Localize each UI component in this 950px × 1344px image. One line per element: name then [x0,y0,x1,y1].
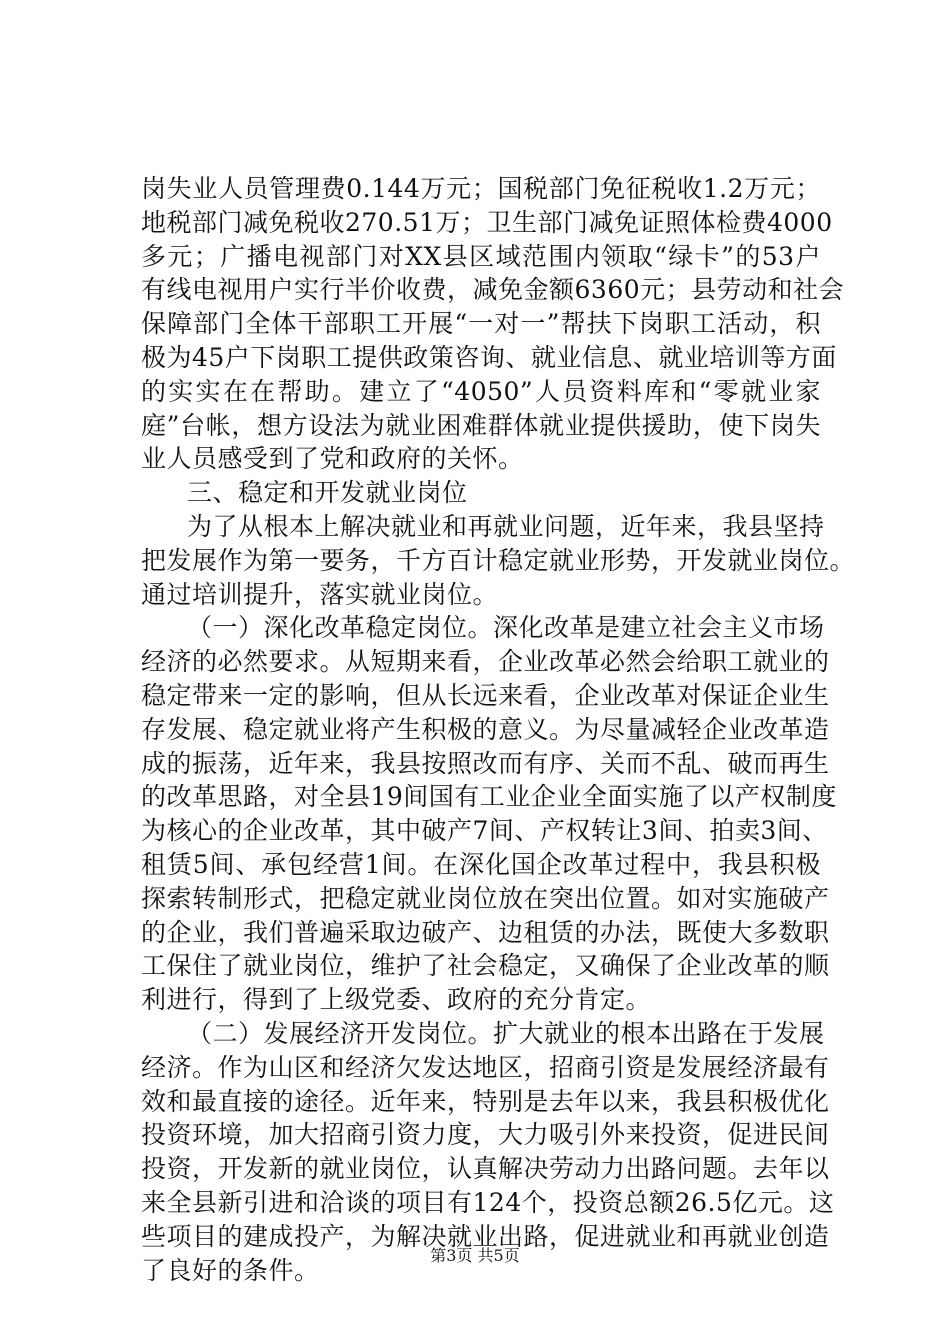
text-line: 效和最直接的途径。近年来，特别是去年以来，我县积极优化 [141,1086,830,1116]
text-line: 地税部门减免税收270.51万；卫生部门减免证照体检费4000 [141,207,833,237]
text-line: 极为45户下岗职工提供政策咨询、就业信息、就业培训等方面 [141,342,837,372]
text-line: 保障部门全体干部职工开展“一对一”帮扶下岗职工活动，积 [141,309,821,339]
text-line: 成的振荡，近年来，我县按照改而有序、关而不乱、破而再生 [141,748,830,778]
text-line: 庭”台帐，想方设法为就业困难群体就业提供援助，使下岗失 [141,410,821,440]
page-footer: 第3页 共5页 [430,1246,520,1265]
text-line: 了良好的条件。 [141,1255,320,1285]
text-line: 投资，开发新的就业岗位，认真解决劳动力出路问题。去年以 [141,1154,830,1184]
text-line: 把发展作为第一要务，千方百计稳定就业形势，开发就业岗位。 [141,545,856,575]
text-line: 探索转制形式，把稳定就业岗位放在突出位置。如对实施破产 [141,883,830,913]
text-line: 的实实在在帮助。建立了“4050”人员资料库和“零就业家 [141,376,821,406]
text-line: 存发展、稳定就业将产生积极的意义。为尽量减轻企业改革造 [141,714,830,744]
text-line: 工保住了就业岗位，维护了社会稳定，又确保了企业改革的顺 [141,951,830,981]
text-line: 的企业，我们普遍采取边破产、边租赁的办法，既使大多数职 [141,917,830,947]
text-line: 些项目的建成投产，为解决就业出路，促进就业和再就业创造 [141,1221,830,1251]
text-line: 稳定带来一定的影响，但从长远来看，企业改革对保证企业生 [141,680,830,710]
text-line: 来全县新引进和洽谈的项目有124个，投资总额26.5亿元。这 [141,1187,835,1217]
text-line: 业人员感受到了党和政府的关怀。 [141,444,524,474]
text-line: 经济。作为山区和经济欠发达地区，招商引资是发展经济最有 [141,1052,830,1082]
text-line: 多元；广播电视部门对XX县区域范围内领取“绿卡”的53户 [141,241,821,271]
text-line: 为了从根本上解决就业和再就业问题，近年来，我县坚持 [187,511,825,541]
text-line: 利进行，得到了上级党委、政府的充分肯定。 [141,985,652,1015]
text-line: 为核心的企业改革，其中破产7间、产权转让3间、拍卖3间、 [141,816,828,846]
text-line: 岗失业人员管理费0.144万元；国税部门免征税收1.2万元； [141,174,821,203]
text-line: 的改革思路，对全县19间国有工业企业全面实施了以产权制度 [141,782,837,812]
document-body [141,172,856,1287]
text-line: 租赁5间、承包经营1间。在深化国企改革过程中，我县积极 [141,849,821,879]
text-line: 投资环境，加大招商引资力度，大力吸引外来投资，促进民间 [141,1120,830,1150]
text-line: （一）深化改革稳定岗位。深化改革是建立社会主义市场 [187,613,825,643]
text-line: （二）发展经济开发岗位。扩大就业的根本出路在于发展 [187,1018,825,1048]
text-line: 通过培训提升，落实就业岗位。 [141,579,499,609]
text-line: 三、稳定和开发就业岗位 [187,478,468,508]
text-line: 经济的必然要求。从短期来看，企业改革必然会给职工就业的 [141,647,830,677]
text-line: 有线电视用户实行半价收费，减免金额6360元；县劳动和社会 [141,275,845,305]
